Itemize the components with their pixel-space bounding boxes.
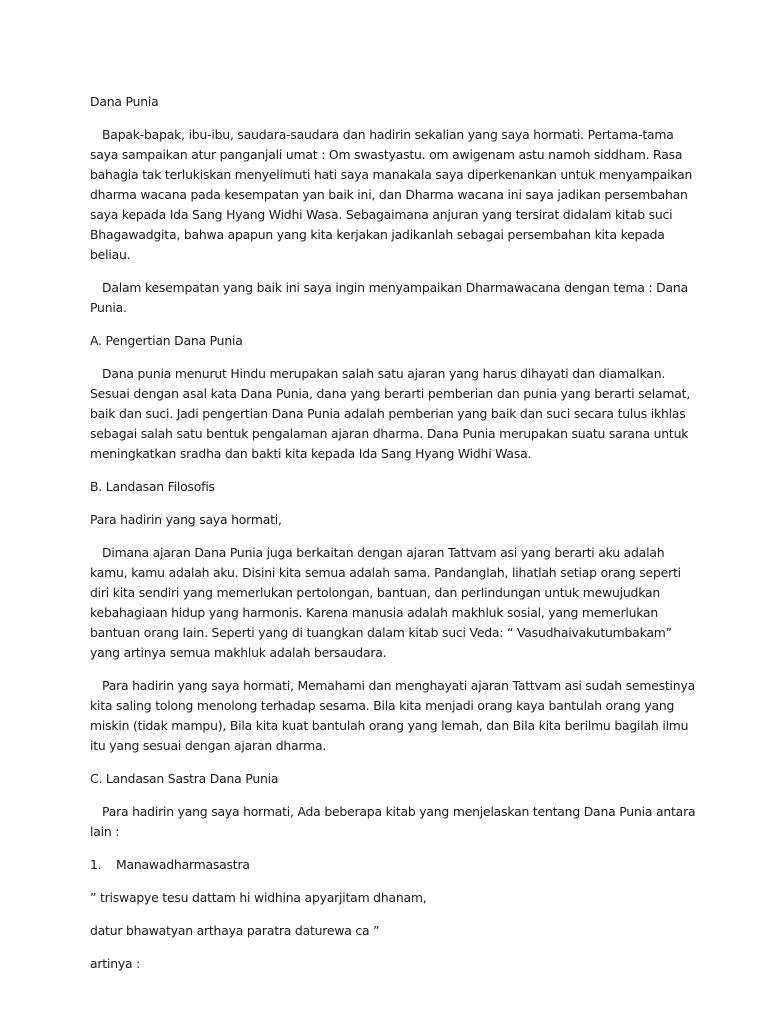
verse-line-2: datur bhawatyan arthaya paratra daturewa ca ”: [90, 923, 380, 938]
list-item: [90, 855, 698, 875]
section-c-paragraph: Para hadirin yang saya hormati, Ada beberapa kitab yang menjelaskan tentang Dana Punia antara lain :: [90, 804, 696, 839]
section-a-heading: A. Pengertian Dana Punia: [90, 333, 243, 348]
section-b-greeting: Para hadirin yang saya hormati,: [90, 512, 282, 527]
opening-paragraph: Bapak-bapak, ibu-ibu, saudara-saudara dan hadirin sekalian yang saya hormati. Pertama-tama saya sampaikan atur panganjali umat : Om swastyastu. om awigenam astu namoh siddham. Rasa bahagia tak terlukiskan menyelimuti hati saya manakala saya diperkenankan untuk menyampaikan dharma wacana pada kesempatan yan baik ini, dan Dharma wacana ini saya jadikan persembahan saya kepada Ida Sang Hyang Widhi Wasa. Sebagaimana anjuran yang tersirat didalam kitab suci Bhagawadgita, bahwa apapun yang kita kerjakan jadikanlah sebagai persembahan kita kepada beliau.: [90, 127, 693, 262]
section-c-heading: C. Landasan Sastra Dana Punia: [90, 771, 279, 786]
document-title: Dana Punia: [90, 94, 159, 109]
meaning-label: artinya :: [90, 956, 141, 971]
section-b-heading: B. Landasan Filosofis: [90, 479, 215, 494]
section-b-paragraph-1: Dimana ajaran Dana Punia juga berkaitan dengan ajaran Tattvam asi yang berarti aku adalah kamu, kamu adalah aku. Disini kita semua adalah sama. Pandanglah, lihatlah setiap orang seperti diri kita sendiri yang memerlukan pertolongan, bantuan, dan perlindungan untuk mewujudkan kebahagiaan hidup yang harmonis. Karena manusia adalah makhluk sosial, yang memerlukan bantuan orang lain. Seperti yang di tuangkan dalam kitab suci Veda: “ Vasudhaivakutumbakam” yang artinya semua makhluk adalah bersaudara.: [90, 545, 681, 660]
section-a-paragraph: Dana punia menurut Hindu merupakan salah satu ajaran yang harus dihayati dan diamalkan. Sesuai dengan asal kata Dana Punia, dana yang berarti pemberian dan punia yang berarti selamat, baik dan suci. Jadi pengertian Dana Punia adalah pemberian yang baik dan suci secara tulus ikhlas sebagai salah satu bentuk pengalaman ajaran dharma. Dana Punia merupakan suatu sarana untuk meningkatkan sradha dan bakti kita kepada Ida Sang Hyang Widhi Wasa.: [90, 366, 691, 461]
verse-line-1: ” triswapye tesu dattam hi widhina apyarjitam dhanam,: [90, 890, 427, 905]
list-item-text: Manawadharmasastra: [116, 857, 250, 872]
list-number: 1.: [90, 857, 102, 872]
section-b-paragraph-2: Para hadirin yang saya hormati, Memahami dan menghayati ajaran Tattvam asi sudah semestinya kita saling tolong menolong terhadap sesama. Bila kita menjadi orang kaya bantulah orang yang miskin (tidak mampu), Bila kita kuat bantulah orang yang lemah, dan Bila kita berilmu bagilah ilmu itu yang sesuai dengan ajaran dharma.: [90, 678, 695, 753]
theme-paragraph: Dalam kesempatan yang baik ini saya ingin menyampaikan Dharmawacana dengan tema : Dana Punia.: [90, 280, 688, 315]
